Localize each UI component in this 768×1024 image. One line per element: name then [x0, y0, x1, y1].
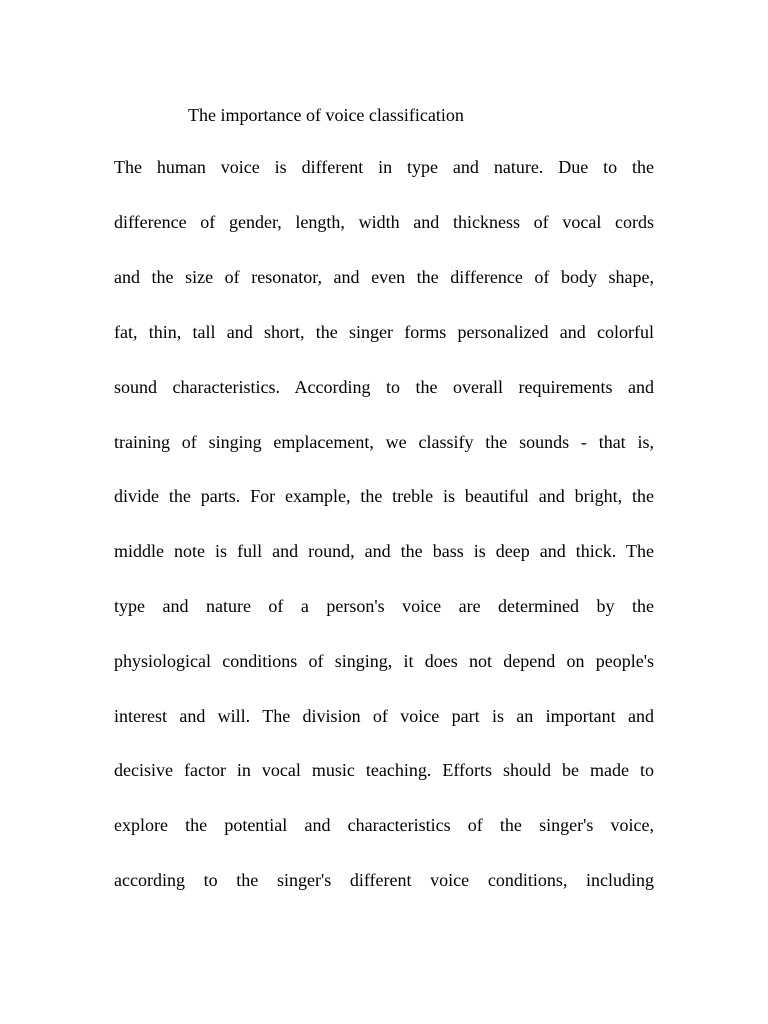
paragraph-line: explore the potential and characteristics of the singer's voice,: [114, 815, 654, 835]
paragraph-line: divide the parts. For example, the treble is beautiful and bright, the: [114, 486, 654, 506]
paragraph-line: according to the singer's different voice conditions, including: [114, 870, 654, 890]
paragraph-line: difference of gender, length, width and thickness of vocal cords: [114, 212, 654, 232]
paragraph-line: physiological conditions of singing, it does not depend on people's: [114, 651, 654, 671]
paragraph-line: type and nature of a person's voice are determined by the: [114, 596, 654, 616]
paragraph-line: and the size of resonator, and even the difference of body shape,: [114, 267, 654, 287]
paragraph-line: fat, thin, tall and short, the singer forms personalized and colorful: [114, 322, 654, 342]
paragraph-line: sound characteristics. According to the overall requirements and: [114, 377, 654, 397]
paragraph-line: interest and will. The division of voice part is an important and: [114, 706, 654, 726]
paragraph-line: middle note is full and round, and the bass is deep and thick. The: [114, 541, 654, 561]
paragraph-line: decisive factor in vocal music teaching. Efforts should be made to: [114, 760, 654, 780]
paragraph-line: training of singing emplacement, we classify the sounds - that is,: [114, 432, 654, 452]
document-title: The importance of voice classification: [188, 105, 464, 125]
paragraph-line: The human voice is different in type and nature. Due to the: [114, 157, 654, 177]
